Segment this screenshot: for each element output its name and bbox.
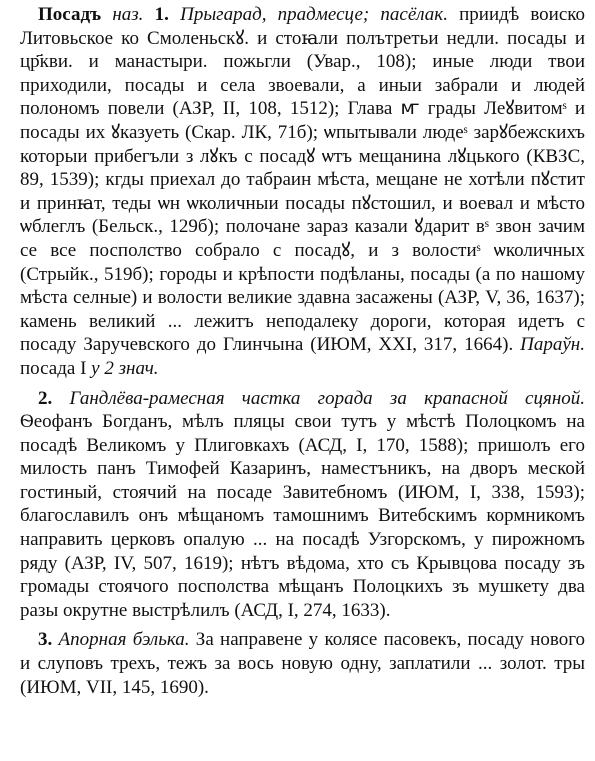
sense-3-gloss: Апорная бэлька. xyxy=(58,629,190,651)
sense-3-citations: За направене у колясе пасовекъ, посаду нового и слуповъ трехъ, тежъ за вось новую одну, заплатили ... золот. тры (ИЮМ, VII, 145, 1690). xyxy=(20,629,586,698)
headword: Посадъ xyxy=(38,4,102,25)
sense-1-paragraph xyxy=(20,3,585,381)
sense-1-gloss: Прыгарад, прадмесце; пасёлак. xyxy=(180,4,448,25)
sense-1-number: 1. xyxy=(154,4,169,25)
sense-2-gloss: Гандлёва-рамесная частка горада за крапасной сцяной. xyxy=(69,387,586,409)
part-of-speech: наз. xyxy=(112,4,144,25)
compare-text: посада I xyxy=(20,357,92,379)
sense-3-paragraph xyxy=(20,628,585,699)
sense-2-number: 2. xyxy=(38,387,53,409)
sense-3-number: 3. xyxy=(38,629,53,651)
sense-2-citations: Ѳеофанъ Богданъ, мѣлъ пляцы свои тутъ у мѣстѣ Полоцкомъ на посадѣ Великомъ у Плиговкахъ (АСД, I, 170, 1588); пришолъ его милость панъ Тимофей Казаринъ, наместъникъ, на дворъ меской гостиный, стоячий на посаде Завитебномъ (ИЮМ, I, 338, 1593); благославилъ онъ мѣщаномъ тамошнимъ Витебскимъ кормникомъ направить церковъ опалую ... на посадѣ Узгорскомъ, у пирожномъ ряду (АЗР, IV, 507, 1619); нѣтъ вѣдома, хто съ Крывцова посаду зъ громады стоячого посполства мѣщанъ Полоцкихъ зъ мушкету два разы окрутне выстрѣлилъ (АСД, I, 274, 1633). xyxy=(20,411,585,621)
compare-label: Параўн. xyxy=(520,334,585,356)
sense-2-paragraph xyxy=(20,387,585,623)
compare-reference: у 2 знач. xyxy=(91,357,159,379)
sense-1-citations: приидѣ воиско Литовьское ко Смоленьскꙋ. и стоꙗли полътретьи недли. посады и цр҃кви. и манастыри. пожьгли (Увар., 108); иные люди твои приходили, посады и села звоевали, а иныи забрали и людей полономъ повели (АЗР, II, 108, 1512); Глава ꙧ грады Леꙋвитомˢ и посады их ꙋказуеть (Скар. ЛК, 71б); ѡпытывали людеˢ зарꙋбежскихъ которыи прибегъли з лꙋкъ с посадꙋ ѡтъ мещанина лꙋцького (КВЗС, 89, 1539); кгды приехал до табраин мѣста, мещане не хотѣли пꙋстит и принꙗт, теды ѡн ѡколичныи посады пꙋстошил, и воевал и мѣсто ѡблеглъ (Бельск., 129б); полочане зараз казали ꙋдарит вˢ звон зачим се все посполство собрало с посадꙋ, и з волостиˢ ѡколичных (Стрыйк., 519б); городы и крѣпости подѣланы, посады (а по нашому мѣста селные) и волости великие здавна засажены (АЗР, V, 36, 1637); камень великий ... лежитъ неподалеку дороги, которая идетъ с посаду Заручевского до Глинчына (ИЮМ, XXI, 317, 1664). xyxy=(20,4,586,356)
